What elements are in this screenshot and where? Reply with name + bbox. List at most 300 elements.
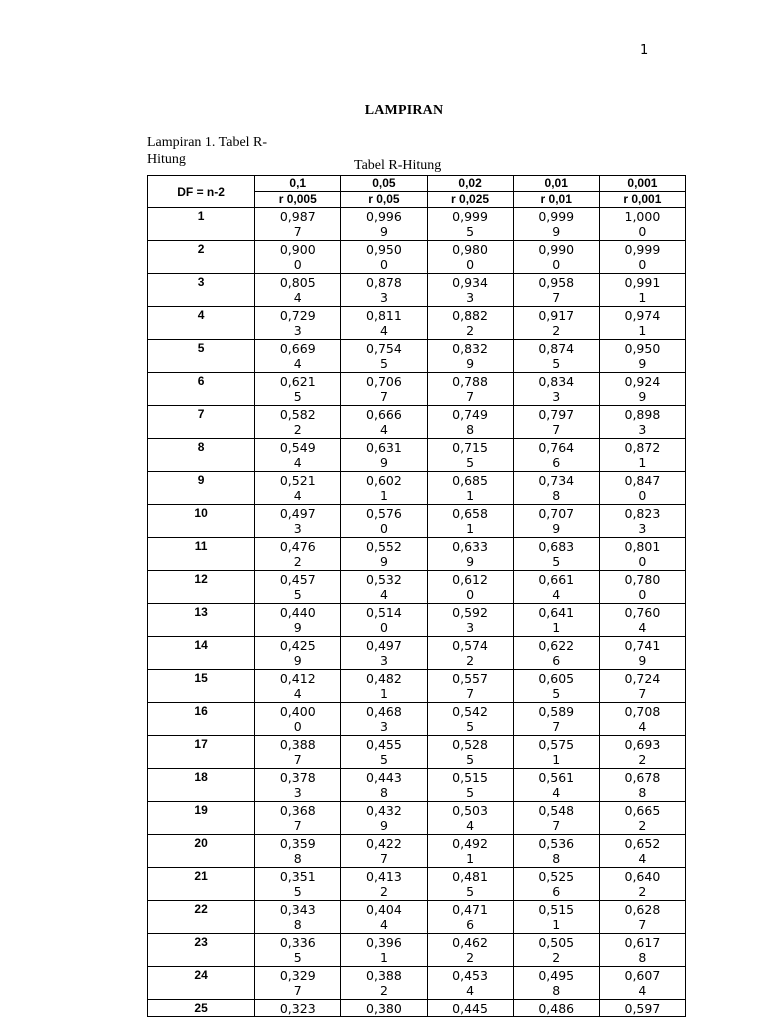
r-value-cell [341,637,427,670]
df-cell: 2 [148,241,255,274]
r-value-cell [341,406,427,439]
r-value: 0,8745 [538,341,575,371]
r-value: 0,3882 [366,968,402,998]
r-value-cell [255,571,341,604]
r-value: 0,6932 [624,737,661,767]
r-value: 0,9969 [366,209,402,239]
r-value: 0,4409 [279,605,316,635]
r-value: 0,8470 [624,473,661,503]
r-value: 0,8721 [624,440,661,470]
r-value-cell [341,604,427,637]
r-value: 0,5368 [538,836,575,866]
r-value: 0,4821 [366,671,402,701]
page-number: 1 [640,43,649,58]
r-value: 0,9509 [624,341,661,371]
r-value-cell [513,241,599,274]
r-value-cell [255,505,341,538]
table-row [148,373,686,406]
table-row [148,241,686,274]
table-row [148,868,686,901]
r-value-cell [599,208,685,241]
df-cell: 9 [148,472,255,505]
r-value: 0,9911 [624,275,661,305]
r-value: 0,7247 [624,671,661,701]
r-value: 0,5822 [279,407,316,437]
df-cell: 10 [148,505,255,538]
r-value-cell [513,769,599,802]
table-row [148,934,686,967]
r-value-cell [341,934,427,967]
r-value-cell [255,604,341,637]
r-value-cell [599,439,685,472]
r-value-cell [599,670,685,703]
r-value: 0,3783 [279,770,316,800]
r-value: 0,6339 [452,539,488,569]
r-value-cell [255,241,341,274]
r-value: 0,8010 [624,539,661,569]
df-cell: 3 [148,274,255,307]
r-value: 0,8233 [624,506,661,536]
r-value: 0,8329 [452,341,488,371]
r-value: 0,4683 [366,704,402,734]
r-value-cell [255,835,341,868]
r-value-cell [513,505,599,538]
r-value-cell [599,406,685,439]
r-header: r 0,005 [255,192,341,208]
r-value: 0,5487 [538,803,575,833]
df-cell: 12 [148,571,255,604]
table-row [148,769,686,802]
r-value-cell [255,670,341,703]
r-value-cell [513,274,599,307]
r-value-cell [341,439,427,472]
table-title: Tabel R-Hitung [354,158,442,173]
r-value: 0,6074 [624,968,661,998]
r-value-cell [427,1000,513,1017]
r-value: 0,7545 [366,341,402,371]
r-value: 0,6524 [624,836,661,866]
r-value: 0,6402 [624,869,661,899]
r-value: 0,7067 [366,374,402,404]
r-value-cell [341,736,427,769]
r-value-cell [599,274,685,307]
r-value: 0,4958 [538,968,575,998]
table-row [148,439,686,472]
table-row [148,835,686,868]
r-value-cell [255,439,341,472]
table-row [148,637,686,670]
r-value: 0,7977 [538,407,575,437]
r-value: 0,6835 [538,539,575,569]
r-value-cell [341,670,427,703]
df-cell: 20 [148,835,255,868]
r-value: 0,9172 [538,308,575,338]
r-value: 0,7155 [452,440,488,470]
r-value: 0,4815 [452,869,488,899]
r-value-cell [599,835,685,868]
r-value: 0,8114 [366,308,402,338]
r-value-cell [513,538,599,571]
r-value-cell [599,571,685,604]
r-value: 0,6226 [538,638,575,668]
r-value-cell [599,1000,685,1017]
r-value: 0,4124 [279,671,316,701]
r-value-cell [599,736,685,769]
r-value: 0,6788 [624,770,661,800]
r-value: 0,323 [279,1001,316,1016]
r-value-cell [513,934,599,967]
r-value-cell [427,274,513,307]
alpha-header: 0,01 [513,176,599,192]
r-value-cell [513,868,599,901]
r-header: r 0,05 [341,192,427,208]
r-value: 0,9500 [366,242,402,272]
r-value: 0,9741 [624,308,661,338]
r-value: 0,5577 [452,671,488,701]
r-value: 0,4227 [366,836,402,866]
r-value-cell [255,736,341,769]
r-value: 0,9800 [452,242,488,272]
r-value-cell [255,769,341,802]
table-row [148,307,686,340]
r-value-cell [513,736,599,769]
r-value-cell [341,274,427,307]
df-cell: 17 [148,736,255,769]
r-value-cell [513,604,599,637]
df-cell: 21 [148,868,255,901]
r-value-cell [341,769,427,802]
r-value: 0,5529 [366,539,402,569]
r-value: 0,7419 [624,638,661,668]
r-value: 0,9877 [279,209,316,239]
r-value: 0,9249 [624,374,661,404]
df-cell: 25 [148,1000,255,1017]
table-row [148,604,686,637]
r-value: 0,4622 [452,935,488,965]
r-value-cell [513,637,599,670]
r-value-cell [427,505,513,538]
r-value-cell [341,703,427,736]
r-value-cell [341,868,427,901]
r-value: 0,3887 [279,737,316,767]
r-value-cell [427,868,513,901]
r-value-cell [427,439,513,472]
r-value: 0,5742 [452,638,488,668]
r-value-cell [513,703,599,736]
r-value-cell [599,538,685,571]
r-value-cell [427,241,513,274]
r-value-cell [341,1000,427,1017]
table-row [148,340,686,373]
r-value-cell [599,868,685,901]
r-value: 0,5155 [452,770,488,800]
r-value: 0,7604 [624,605,661,635]
r-value-cell [341,505,427,538]
r-value: 0,3515 [279,869,316,899]
r-value: 0,4044 [366,902,402,932]
r-value-cell [427,901,513,934]
r-value: 0,3598 [279,836,316,866]
table-row [148,736,686,769]
r-value: 0,9995 [452,209,488,239]
r-value-cell [599,604,685,637]
table-row [148,538,686,571]
r-value-cell [255,340,341,373]
r-value: 0,8783 [366,275,402,305]
r-value: 0,6694 [279,341,316,371]
table-row [148,571,686,604]
r-value: 0,6319 [366,440,402,470]
r-value: 0,6664 [366,407,402,437]
r-value-cell [427,406,513,439]
r-value-cell [427,538,513,571]
r-value-cell [341,967,427,1000]
r-value-cell [255,373,341,406]
r-value: 0,9000 [279,242,316,272]
table-row [148,670,686,703]
r-value: 0,6851 [452,473,488,503]
r-value-cell [427,472,513,505]
df-cell: 24 [148,967,255,1000]
r-value-cell [513,406,599,439]
alpha-header: 0,1 [255,176,341,192]
r-value-cell [599,340,685,373]
r-value: 0,7887 [452,374,488,404]
r-value-cell [513,472,599,505]
r-value: 0,5052 [538,935,575,965]
df-cell: 4 [148,307,255,340]
df-cell: 13 [148,604,255,637]
r-value-cell [513,1000,599,1017]
r-value: 0,6021 [366,473,402,503]
alpha-header: 0,05 [341,176,427,192]
r-value: 0,486 [538,1001,575,1016]
df-cell: 7 [148,406,255,439]
r-value: 0,6614 [538,572,575,602]
r-value-cell [599,505,685,538]
df-cell: 1 [148,208,255,241]
r-value: 0,9999 [538,209,575,239]
df-cell: 6 [148,373,255,406]
r-value: 0,4329 [366,803,402,833]
r-value: 0,6411 [538,605,575,635]
r-value-cell [427,307,513,340]
alpha-header: 0,001 [599,176,685,192]
r-value: 1,0000 [624,209,661,239]
r-value: 0,5760 [366,506,402,536]
r-value: 0,3438 [279,902,316,932]
table-body [148,208,686,1017]
r-value-cell [427,571,513,604]
table-row [148,406,686,439]
r-value: 0,7084 [624,704,661,734]
r-value-cell [513,670,599,703]
r-value-cell [427,934,513,967]
r-value: 0,7079 [538,506,575,536]
r-value-cell [255,472,341,505]
r-value-cell [513,901,599,934]
r-value-cell [599,703,685,736]
r-value-cell [513,208,599,241]
r-value-cell [341,307,427,340]
r-value-cell [341,802,427,835]
r-value-cell [341,373,427,406]
r-value: 0,6215 [279,374,316,404]
r-value-cell [427,340,513,373]
r-value: 0,5151 [538,902,575,932]
r-value-cell [255,208,341,241]
r-value-cell [599,967,685,1000]
r-value-cell [341,901,427,934]
df-cell: 11 [148,538,255,571]
table-row [148,208,686,241]
r-value: 0,5751 [538,737,575,767]
r-value-cell [513,835,599,868]
alpha-header: 0,02 [427,176,513,192]
r-value-cell [427,637,513,670]
r-value: 0,7348 [538,473,575,503]
r-value: 0,5494 [279,440,316,470]
r-value-cell [427,769,513,802]
r-value-cell [427,967,513,1000]
r-value: 0,9587 [538,275,575,305]
r-value: 0,9900 [538,242,575,272]
df-cell: 18 [148,769,255,802]
table-row [148,967,686,1000]
r-value: 0,3687 [279,803,316,833]
r-value-cell [255,274,341,307]
r-value: 0,5425 [452,704,488,734]
appendix-caption: Lampiran 1. Tabel R-Hitung [147,135,268,167]
r-value-cell [341,208,427,241]
r-value: 0,6055 [538,671,575,701]
r-value-cell [599,769,685,802]
page-heading: LAMPIRAN [364,103,444,118]
r-value: 0,4000 [279,704,316,734]
r-value-cell [341,241,427,274]
r-value: 0,7800 [624,572,661,602]
df-cell: 22 [148,901,255,934]
table-row [148,901,686,934]
r-header: r 0,025 [427,192,513,208]
r-value: 0,8983 [624,407,661,437]
r-value-cell [255,868,341,901]
r-value: 0,3365 [279,935,316,965]
r-value: 0,4132 [366,869,402,899]
r-value: 0,4575 [279,572,316,602]
r-value-cell [513,571,599,604]
r-value: 0,9343 [452,275,488,305]
r-value: 0,7646 [538,440,575,470]
r-value-cell [341,538,427,571]
df-header: DF = n-2 [148,176,255,208]
r-header: r 0,01 [513,192,599,208]
r-value: 0,6120 [452,572,488,602]
r-value: 0,8343 [538,374,575,404]
r-value: 0,4555 [366,737,402,767]
r-value: 0,6652 [624,803,661,833]
r-value-cell [513,340,599,373]
r-value-cell [341,340,427,373]
r-value: 0,3297 [279,968,316,998]
r-value-cell [513,802,599,835]
df-cell: 5 [148,340,255,373]
r-header: r 0,001 [599,192,685,208]
table-row [148,802,686,835]
r-value-cell [255,703,341,736]
r-value-cell [255,934,341,967]
table-row [148,274,686,307]
r-value-cell [255,967,341,1000]
r-value: 0,5897 [538,704,575,734]
table-row [148,703,686,736]
r-value: 0,380 [366,1001,402,1016]
df-cell: 8 [148,439,255,472]
r-value: 0,5214 [279,473,316,503]
r-value: 0,4259 [279,638,316,668]
alpha-header-row [148,176,686,192]
r-value-cell [599,241,685,274]
r-value-cell [255,406,341,439]
r-value-cell [341,835,427,868]
df-cell: 14 [148,637,255,670]
r-value-cell [427,604,513,637]
r-value-cell [255,307,341,340]
r-value-cell [599,637,685,670]
r-value-cell [599,901,685,934]
r-value-cell [513,307,599,340]
r-value-cell [255,901,341,934]
df-cell: 15 [148,670,255,703]
table-row [148,472,686,505]
r-value: 0,4716 [452,902,488,932]
df-cell: 16 [148,703,255,736]
r-value-cell [599,934,685,967]
r-table [147,175,686,1017]
r-value-cell [513,967,599,1000]
r-value: 0,9990 [624,242,661,272]
r-value-cell [513,439,599,472]
r-value: 0,5140 [366,605,402,635]
df-cell: 23 [148,934,255,967]
r-value: 0,8054 [279,275,316,305]
r-value-cell [427,736,513,769]
r-value: 0,5256 [538,869,575,899]
r-value-cell [599,373,685,406]
r-value: 0,7498 [452,407,488,437]
r-value: 0,5324 [366,572,402,602]
r-value: 0,4534 [452,968,488,998]
r-value: 0,7293 [279,308,316,338]
r-value: 0,8822 [452,308,488,338]
r-value-cell [599,802,685,835]
r-value-cell [427,373,513,406]
r-value-cell [427,703,513,736]
r-value: 0,6581 [452,506,488,536]
r-value-cell [255,538,341,571]
df-cell: 19 [148,802,255,835]
r-value: 0,4762 [279,539,316,569]
r-value: 0,4973 [366,638,402,668]
r-value-cell [427,835,513,868]
r-value: 0,3961 [366,935,402,965]
r-value: 0,445 [452,1001,488,1016]
r-value: 0,5285 [452,737,488,767]
r-value-cell [427,670,513,703]
r-value: 0,5034 [452,803,488,833]
table-row [148,505,686,538]
r-value-cell [255,637,341,670]
